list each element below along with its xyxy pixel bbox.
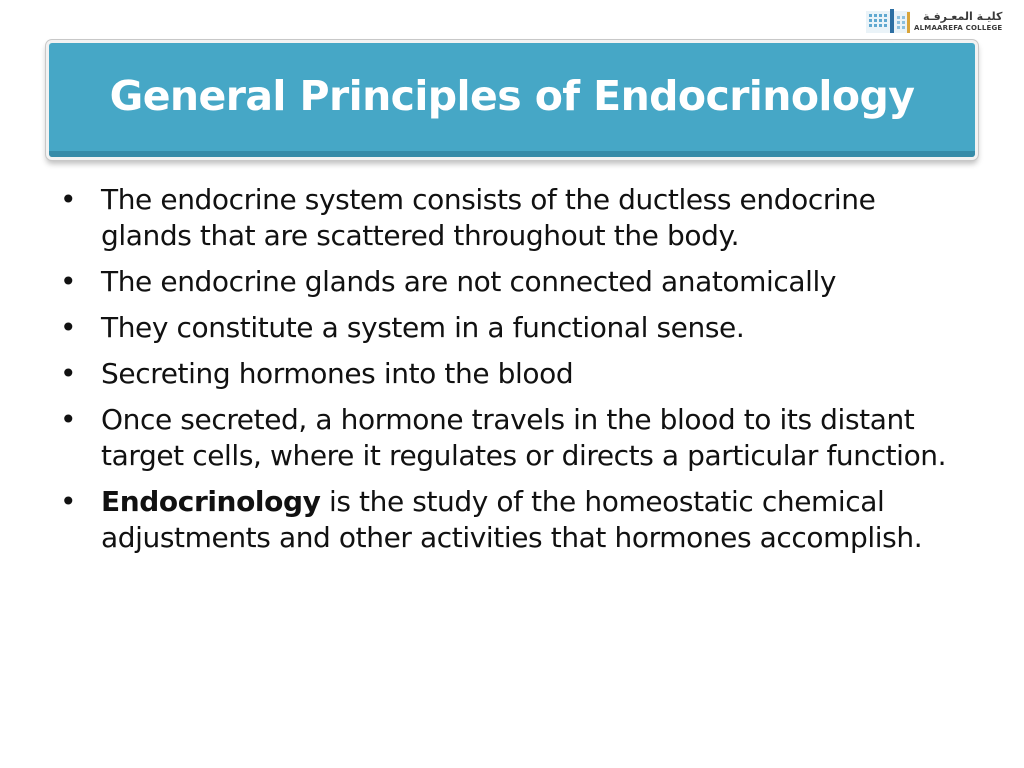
title-banner <box>49 43 975 157</box>
bullet-dot-icon: • <box>60 311 77 344</box>
bullet-text: Secreting hormones into the blood <box>101 357 574 390</box>
bullet-text: The endocrine system consists of the ductless endocrine glands that are scattered throughout the body. <box>101 183 876 252</box>
bullet-item <box>60 402 960 474</box>
slide-title: General Principles of Endocrinology <box>109 72 915 120</box>
building-logo-icon <box>866 7 910 35</box>
bullet-text: The endocrine glands are not connected anatomically <box>101 265 837 298</box>
bullet-item <box>60 182 960 254</box>
bullet-dot-icon: • <box>60 183 77 216</box>
college-logo <box>866 6 1008 36</box>
bullet-list <box>60 182 960 566</box>
bullet-bold-term: Endocrinology <box>101 485 321 518</box>
logo-arabic-name: كليـة المعـرفـة <box>923 9 1003 23</box>
bullet-dot-icon: • <box>60 265 77 298</box>
bullet-text: They constitute a system in a functional sense. <box>101 311 745 344</box>
bullet-text: Once secreted, a hormone travels in the blood to its distant target cells, where it regulates or directs a particular function. <box>101 403 947 472</box>
bullet-item <box>60 484 960 556</box>
bullet-item <box>60 310 960 346</box>
bullet-dot-icon: • <box>60 485 77 518</box>
bullet-dot-icon: • <box>60 357 77 390</box>
bullet-text: is the study of the homeostatic chemical adjustments and other activities that hormones accomplish. <box>101 485 923 554</box>
bullet-item <box>60 264 960 300</box>
bullet-item <box>60 356 960 392</box>
bullet-dot-icon: • <box>60 403 77 436</box>
logo-english-name: ALMAAREFA COLLEGE <box>914 23 1003 32</box>
